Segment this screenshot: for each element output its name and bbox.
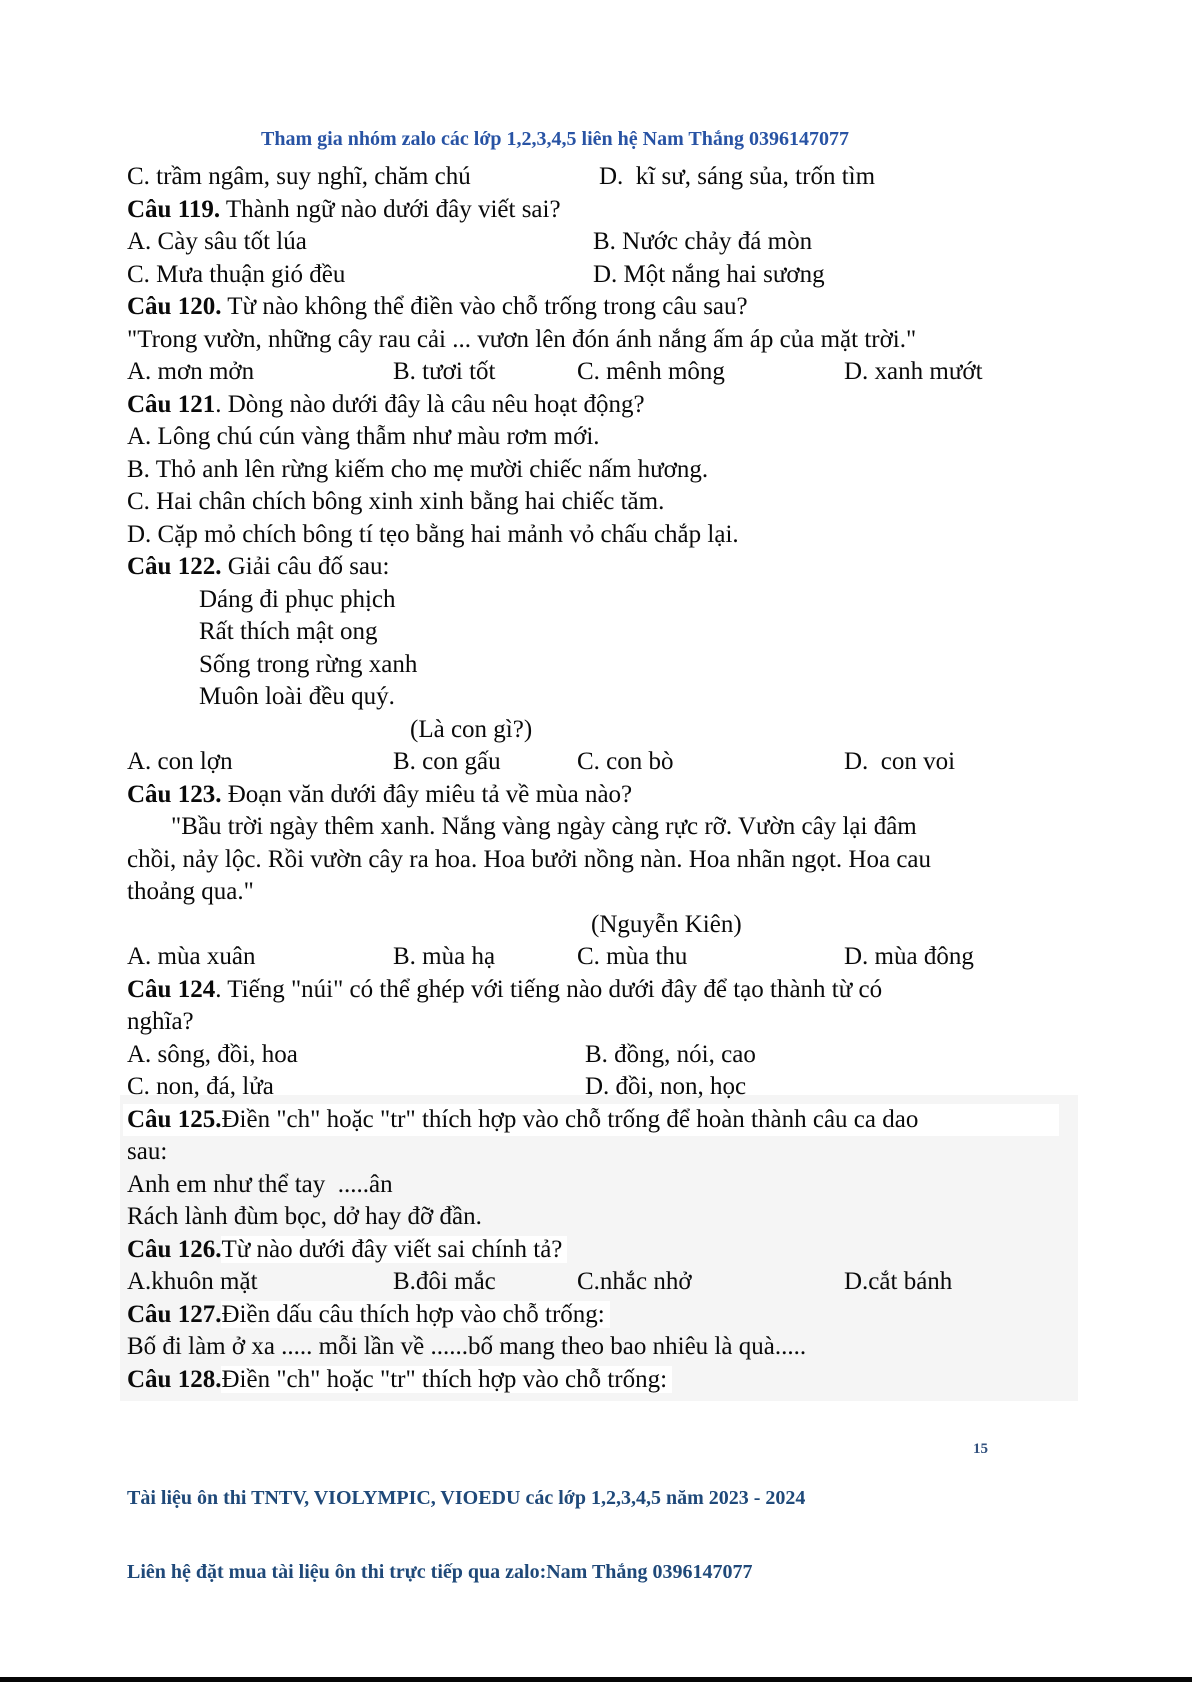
options-row [127,161,1077,194]
options-row [127,259,1077,292]
line-text: chồi, nảy lộc. Rồi vườn cây ra hoa. Hoa bưởi nồng nàn. Hoa nhãn ngọt. Hoa cau [127,845,932,873]
line-text: D. Cặp mỏ chích bông tí tẹo bằng hai mảnh vỏ chấu chắp lại. [127,520,739,548]
passage-author [127,909,1077,942]
line-text: Điền "ch" hoặc "tr" thích hợp vào chỗ trống: [221,1366,672,1393]
line-text: Rách lành đùm bọc, dở hay đỡ đần. [127,1203,482,1230]
riddle-line [127,681,1077,714]
riddle-line [127,616,1077,649]
line-text: Anh em như thể tay .....ân [127,1170,393,1198]
line-text: Rất thích mật ong [199,618,378,645]
answer-option: B. Nước chảy đá mòn [593,228,813,255]
answer-option: A.khuôn mặt [127,1268,258,1295]
answer-option: D. xanh mướt [844,358,983,385]
passage-line [127,876,1077,909]
option-line [127,421,1077,454]
question-cau-126 [127,1234,1077,1267]
riddle-line [127,584,1077,617]
passage-line [127,844,1077,877]
line-text: Dáng đi phục phịch [199,585,396,613]
page-footer [127,1437,805,1633]
bottom-bar [0,1677,1192,1682]
question-number: Câu 122. [127,553,222,580]
line-text: Bố đi làm ở xa ..... mỗi lần về ......bố mang theo bao nhiêu là quà..... [127,1333,807,1360]
question-number: Câu 127. [127,1300,222,1328]
question-cau-125 [123,1104,1059,1137]
line-text: C. Hai chân chích bông xinh xinh bằng hai chiếc tăm. [127,488,665,515]
page-header: Tham gia nhóm zalo các lớp 1,2,3,4,5 liên hệ Nam Thắng 0396147077 [261,128,849,150]
page-number: 15 [973,1441,988,1457]
question-cau-122 [127,551,1077,584]
line-text: (Là con gì?) [410,715,533,743]
riddle-line [127,649,1077,682]
line-text: thoảng qua." [127,878,254,905]
line-text: . Dòng nào dưới đây là câu nêu hoạt động? [215,390,645,418]
question-cau-123 [127,779,1077,812]
question-cau-124 [127,974,1077,1007]
line-text: Thành ngữ nào dưới đây viết sai? [220,195,561,223]
line-text: sau: [127,1138,168,1165]
answer-option: C. trầm ngâm, suy nghĩ, chăm chú [127,163,471,190]
quote-line [127,324,1077,357]
options-row [127,1071,1077,1104]
line-text: Điền "ch" hoặc "tr" thích hợp vào chỗ trống để hoàn thành câu ca dao [221,1105,919,1133]
footer-line-1: Tài liệu ôn thi TNTV, VIOLYMPIC, VIOEDU các lớp 1,2,3,4,5 năm 2023 - 2024 [127,1487,806,1509]
fill-line [127,1169,1077,1202]
answer-option: C. Mưa thuận gió đều [127,260,346,288]
line-text: Điền dấu câu thích hợp vào chỗ trống: [221,1301,609,1328]
line-text: Sống trong rừng xanh [199,650,418,678]
answer-option: C.nhắc nhở [577,1268,692,1295]
answer-option: B. mùa hạ [393,943,496,970]
answer-option: D. con voi [844,748,956,775]
question-cau-119 [127,194,1077,227]
answer-option: D.cắt bánh [844,1268,953,1295]
option-line [127,486,1077,519]
answer-option: B. đồng, nói, cao [585,1040,756,1068]
answer-option: D. kĩ sư, sáng sủa, trốn tìm [599,163,876,190]
question-number: Câu 125. [127,1105,222,1133]
question-cau-127 [127,1299,1077,1332]
riddle-prompt [127,714,1077,747]
options-row [127,941,1077,974]
question-cau-120 [127,291,1077,324]
question-number: Câu 123. [127,780,222,808]
question-continuation [127,1006,1077,1039]
line-text: nghĩa? [127,1008,194,1035]
line-text: Giải câu đố sau: [221,553,390,580]
document-body [127,161,1077,1396]
line-text: Từ nào dưới đây viết sai chính tả? [221,1236,567,1263]
line-text: Từ nào không thể điền vào chỗ trống trong câu sau? [221,293,748,320]
answer-option: B. con gấu [393,748,501,775]
question-cau-121 [127,389,1077,422]
question-number: Câu 128. [127,1365,222,1393]
answer-option: A. con lợn [127,748,233,775]
question-number: Câu 120. [127,293,222,320]
question-cau-128 [127,1364,1077,1397]
option-line [127,519,1077,552]
line-text: "Bầu trời ngày thêm xanh. Nắng vàng ngày càng rực rỡ. Vườn cây lại đâm [171,813,917,840]
line-text: . Tiếng "núi" có thể ghép với tiếng nào dưới đây để tạo thành từ có [215,975,883,1003]
question-number: Câu 126. [127,1235,222,1263]
question-number: Câu 119. [127,195,221,223]
options-row [127,1039,1077,1072]
options-row [127,356,1077,389]
line-text: A. Lông chú cún vàng thẫm như màu rơm mới. [127,423,600,450]
option-line [127,454,1077,487]
fill-line [127,1201,1077,1234]
line-text: B. Thỏ anh lên rừng kiếm cho mẹ mười chiếc nấm hương. [127,455,709,483]
question-number: Câu 121 [127,390,216,418]
line-text: Đoạn văn dưới đây miêu tả về mùa nào? [221,780,633,808]
passage-line [127,811,1077,844]
answer-option: C. mùa thu [577,943,688,970]
fill-line [127,1331,1077,1364]
question-number: Câu 124 [127,975,216,1003]
answer-option: B. tươi tốt [393,358,496,385]
answer-option: C. con bò [577,748,674,775]
footer-line-2: Liên hệ đặt mua tài liệu ôn thi trực tiếp qua zalo:Nam Thắng 0396147077 [127,1560,753,1583]
line-text: "Trong vườn, những cây rau cải ... vươn lên đón ánh nắng ấm áp của mặt trời." [127,325,917,353]
answer-option: C. non, đá, lửa [127,1073,274,1100]
line-text: Muôn loài đều quý. [199,683,395,710]
line-text: (Nguyễn Kiên) [591,910,742,938]
options-row [127,1266,1077,1299]
options-row [127,226,1077,259]
answer-option: D. mùa đông [844,943,974,970]
answer-option: A. Cày sâu tốt lúa [127,228,307,255]
answer-option: A. mơn mởn [127,358,255,385]
answer-option: B.đôi mắc [393,1268,496,1295]
answer-option: D. đồi, non, học [585,1073,747,1100]
question-continuation [127,1136,1077,1169]
answer-option: C. mênh mông [577,358,725,385]
answer-option: A. sông, đồi, hoa [127,1040,298,1068]
options-row [127,746,1077,779]
answer-option: A. mùa xuân [127,943,256,970]
answer-option: D. Một nắng hai sương [593,260,825,288]
